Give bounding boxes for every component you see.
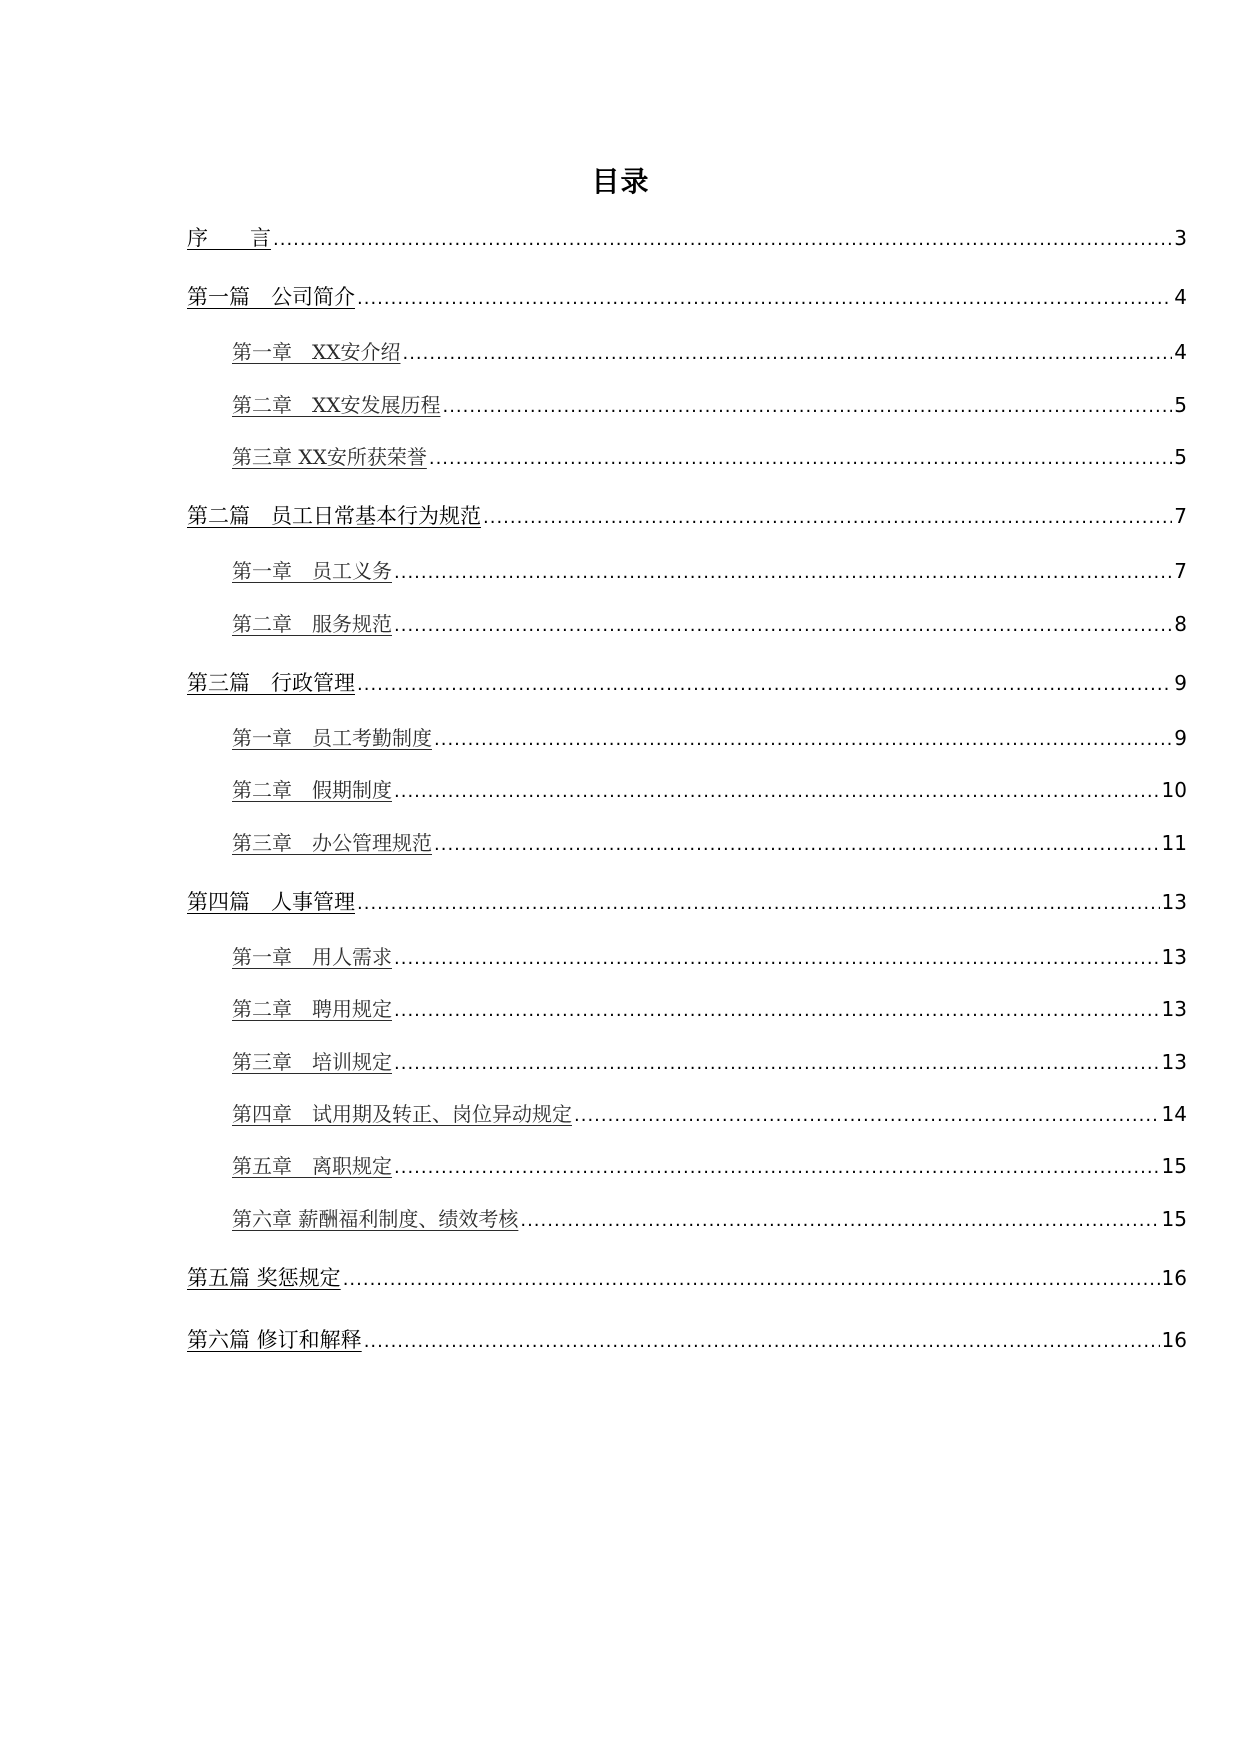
toc-page-number: 13 [1161,945,1187,969]
dot-leader [273,224,1172,256]
toc-entry-chapter[interactable] [232,441,1187,473]
toc-entry-chapter[interactable] [232,1203,1187,1235]
toc-entry-label[interactable]: 第五章 离职规定 [232,1154,392,1178]
toc-entry-label[interactable]: 第三章 XX安所获荣誉 [232,445,427,469]
toc-page-number: 4 [1174,285,1187,309]
toc-entry-part-3[interactable] [187,667,1187,699]
toc-entry-label[interactable]: 第二章 服务规范 [232,612,392,636]
toc-page-number: 5 [1174,393,1187,417]
toc-entry-label[interactable]: 第一章 员工义务 [232,559,392,583]
toc-page-number: 16 [1161,1266,1187,1290]
toc-entry-label[interactable]: 第三篇 行政管理 [187,671,355,695]
dot-leader [574,1100,1160,1132]
toc-entry-label[interactable]: 第一篇 公司简介 [187,285,355,309]
toc-entry-label[interactable]: 第四章 试用期及转正、岗位异动规定 [232,1102,572,1126]
dot-leader [364,1326,1160,1358]
dot-leader [429,443,1172,475]
toc-entry-label[interactable]: 第六篇 修订和解释 [187,1328,362,1352]
dot-leader [394,943,1160,975]
toc-entry-label[interactable]: 第二章 假期制度 [232,778,392,802]
dot-leader [394,1048,1160,1080]
toc-page-number: 5 [1174,445,1187,469]
dot-leader [357,283,1172,315]
toc-entry-label[interactable]: 第六章 薪酬福利制度、绩效考核 [232,1207,519,1231]
toc-entry-chapter[interactable] [232,993,1187,1025]
toc-entry-chapter[interactable] [232,722,1187,754]
dot-leader [343,1264,1160,1296]
toc-page-number: 15 [1161,1154,1187,1178]
toc-entry-label[interactable]: 序 言 [187,226,271,250]
dot-leader [402,338,1172,370]
dot-leader [394,995,1160,1027]
toc-entry-chapter[interactable] [232,389,1187,421]
toc-entry-label[interactable]: 第一章 用人需求 [232,945,392,969]
toc-entry-chapter[interactable] [232,1098,1187,1130]
toc-page-number: 14 [1161,1102,1187,1126]
toc-page-number: 13 [1161,997,1187,1021]
toc-entry-chapter[interactable] [232,1046,1187,1078]
toc-entry-chapter[interactable] [232,774,1187,806]
toc-entry-chapter[interactable] [232,1150,1187,1182]
toc-entry-chapter[interactable] [232,608,1187,640]
toc-page-number: 9 [1174,671,1187,695]
toc-page-number: 9 [1174,726,1187,750]
toc-entry-label[interactable]: 第一章 员工考勤制度 [232,726,432,750]
toc-entry-part-2[interactable] [187,500,1187,532]
dot-leader [357,888,1160,920]
toc-page-number: 4 [1174,340,1187,364]
toc-entry-chapter[interactable] [232,336,1187,368]
dot-leader [442,391,1172,423]
toc-page-number: 16 [1161,1328,1187,1352]
toc-entry-part-6[interactable] [187,1324,1187,1356]
toc-entry-label[interactable]: 第一章 XX安介绍 [232,340,401,364]
toc-page-number: 13 [1161,1050,1187,1074]
dot-leader [357,669,1172,701]
toc-entry-part-1[interactable] [187,281,1187,313]
toc-page-number: 10 [1161,778,1187,802]
toc-entry-label[interactable]: 第二章 XX安发展历程 [232,393,441,417]
toc-entry-part-5[interactable] [187,1262,1187,1294]
toc-page-number: 7 [1174,504,1187,528]
dot-leader [394,610,1172,642]
dot-leader [520,1205,1159,1237]
toc-entry-label[interactable]: 第三章 办公管理规范 [232,831,432,855]
toc-entry-chapter[interactable] [232,827,1187,859]
toc-entry-label[interactable]: 第二章 聘用规定 [232,997,392,1021]
toc-page-number: 3 [1174,226,1187,250]
toc-page-number: 13 [1161,890,1187,914]
toc-entry-label[interactable]: 第二篇 员工日常基本行为规范 [187,504,481,528]
toc-page-number: 8 [1174,612,1187,636]
dot-leader [394,557,1172,589]
toc-entry-part-4[interactable] [187,886,1187,918]
toc-page-number: 7 [1174,559,1187,583]
toc-entry-chapter[interactable] [232,555,1187,587]
dot-leader [394,1152,1160,1184]
toc-entry-label[interactable]: 第三章 培训规定 [232,1050,392,1074]
dot-leader [394,776,1160,808]
toc-entry-preface[interactable] [187,222,1187,254]
toc-entry-label[interactable]: 第四篇 人事管理 [187,890,355,914]
toc-title: 目录 [591,165,650,198]
dot-leader [434,724,1172,756]
toc-page-number: 11 [1161,831,1187,855]
toc-entry-chapter[interactable] [232,941,1187,973]
toc-page-number: 15 [1161,1207,1187,1231]
dot-leader [483,502,1172,534]
dot-leader [434,829,1160,861]
toc-entry-label[interactable]: 第五篇 奖惩规定 [187,1266,341,1290]
